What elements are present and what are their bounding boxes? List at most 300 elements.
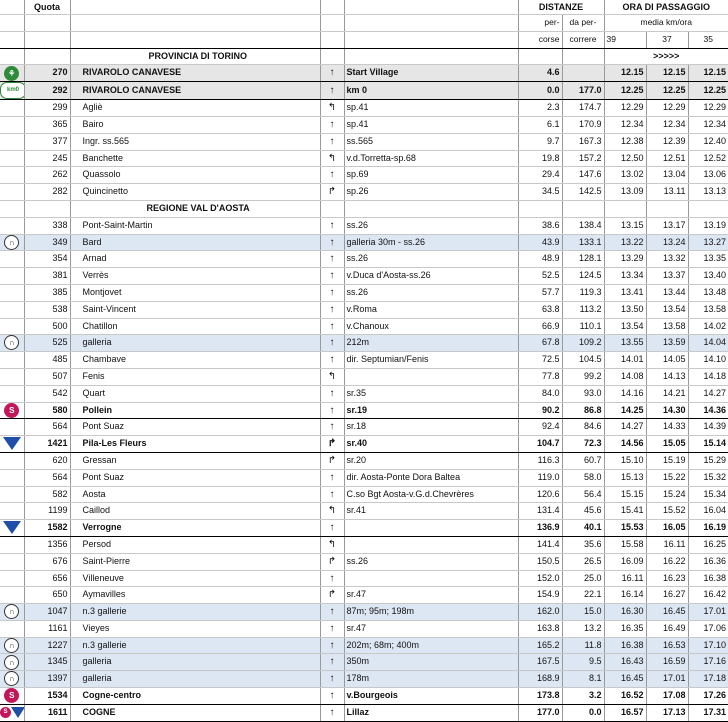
table-row <box>0 553 728 570</box>
time-35: 16.42 <box>688 587 728 604</box>
direction-icon: ↑ <box>320 318 344 335</box>
road-note: v.d.Torretta-sp.68 <box>344 150 518 167</box>
road-note: v.Bourgeois <box>344 688 518 705</box>
time-39: 12.15 <box>604 65 646 82</box>
row-icon-cell <box>0 688 24 705</box>
row-icon-cell <box>0 570 24 587</box>
km-percorsi: 92.4 <box>518 419 562 436</box>
km-da-percorrere: 13.2 <box>562 620 604 637</box>
quota-value: 582 <box>24 486 70 503</box>
direction-icon: ↑ <box>320 217 344 234</box>
time-39: 13.02 <box>604 167 646 184</box>
direction-icon: ↑ <box>320 65 344 82</box>
time-35: 13.19 <box>688 217 728 234</box>
road-note: sp.41 <box>344 100 518 117</box>
time-37: 15.52 <box>646 503 688 520</box>
row-icon-cell <box>0 82 24 100</box>
road-note <box>344 368 518 385</box>
place-name: Aymavilles <box>70 587 320 604</box>
road-note: 350m <box>344 654 518 671</box>
da-percorrere-label-2: correre <box>562 31 604 48</box>
road-note: sr.47 <box>344 587 518 604</box>
time-35: 16.36 <box>688 553 728 570</box>
km-percorsi: 173.8 <box>518 688 562 705</box>
place-name: Chatillon <box>70 318 320 335</box>
row-icon-cell <box>0 620 24 637</box>
place-name: Pollein <box>70 402 320 419</box>
time-37: 12.51 <box>646 150 688 167</box>
km-da-percorrere: 25.0 <box>562 570 604 587</box>
table-row <box>0 100 728 117</box>
road-note: sr.19 <box>344 402 518 419</box>
road-note: ss.26 <box>344 251 518 268</box>
km-percorsi: 72.5 <box>518 352 562 369</box>
road-note: dir. Septumian/Fenis <box>344 352 518 369</box>
quota-value: 620 <box>24 452 70 469</box>
km-percorsi: 63.8 <box>518 301 562 318</box>
road-note: km 0 <box>344 82 518 100</box>
place-name: Fenis <box>70 368 320 385</box>
place-name: Saint-Pierre <box>70 553 320 570</box>
km-da-percorrere: 3.2 <box>562 688 604 705</box>
place-name: Verrogne <box>70 520 320 537</box>
time-37: 13.11 <box>646 184 688 201</box>
table-row <box>0 217 728 234</box>
time-37: 16.11 <box>646 536 688 553</box>
row-icon-cell <box>0 604 24 621</box>
table-row <box>0 368 728 385</box>
direction-icon: ↑ <box>320 133 344 150</box>
km-percorsi: 162.0 <box>518 604 562 621</box>
km-percorsi: 136.9 <box>518 520 562 537</box>
time-35: 16.38 <box>688 570 728 587</box>
direction-icon: ↱ <box>320 436 344 453</box>
sprint-icon: S <box>4 403 19 418</box>
time-35: 14.02 <box>688 318 728 335</box>
road-note: 212m <box>344 335 518 352</box>
time-39: 12.50 <box>604 150 646 167</box>
table-row <box>0 469 728 486</box>
section-row-aosta <box>0 200 728 217</box>
section-title-aosta: REGIONE VAL D'AOSTA <box>70 200 320 217</box>
time-37: 13.37 <box>646 268 688 285</box>
place-name: Montjovet <box>70 284 320 301</box>
quota-value: 580 <box>24 402 70 419</box>
time-37: 13.59 <box>646 335 688 352</box>
road-note: dir. Aosta-Ponte Dora Baltea <box>344 469 518 486</box>
direction-icon: ↑ <box>320 167 344 184</box>
row-icon-cell <box>0 671 24 688</box>
place-name: COGNE <box>70 704 320 721</box>
km-da-percorrere: 124.5 <box>562 268 604 285</box>
table-row <box>0 335 728 352</box>
time-37: 15.24 <box>646 486 688 503</box>
km-percorsi: 84.0 <box>518 385 562 402</box>
quota-value: 1582 <box>24 520 70 537</box>
quota-value: 1199 <box>24 503 70 520</box>
direction-icon: ↑ <box>320 704 344 721</box>
time-35: 13.40 <box>688 268 728 285</box>
time-37: 14.30 <box>646 402 688 419</box>
row-icon-cell <box>0 352 24 369</box>
km-da-percorrere: 133.1 <box>562 234 604 251</box>
km-da-percorrere: 174.7 <box>562 100 604 117</box>
time-37: 12.15 <box>646 65 688 82</box>
tunnel-icon: ∩ <box>4 638 19 653</box>
speed-39-label: 39 <box>604 31 646 48</box>
direction-icon: ↑ <box>320 301 344 318</box>
km-da-percorrere: 170.9 <box>562 116 604 133</box>
road-note: sr.35 <box>344 385 518 402</box>
quota-value: 1611 <box>24 704 70 721</box>
time-39: 13.55 <box>604 335 646 352</box>
table-row <box>0 352 728 369</box>
km-percorsi: 9.7 <box>518 133 562 150</box>
road-note: C.so Bgt Aosta-v.G.d.Chevrères <box>344 486 518 503</box>
km-percorsi: 131.4 <box>518 503 562 520</box>
quota-value: 1345 <box>24 654 70 671</box>
table-row <box>0 587 728 604</box>
km-da-percorrere: 60.7 <box>562 452 604 469</box>
quota-value: 507 <box>24 368 70 385</box>
time-37: 13.24 <box>646 234 688 251</box>
time-35: 14.18 <box>688 368 728 385</box>
km-percorsi: 116.3 <box>518 452 562 469</box>
direction-icon: ↰ <box>320 368 344 385</box>
place-name: n.3 gallerie <box>70 637 320 654</box>
km-percorsi: 57.7 <box>518 284 562 301</box>
quota-value: 282 <box>24 184 70 201</box>
table-row <box>0 452 728 469</box>
table-row <box>0 436 728 453</box>
table-row <box>0 637 728 654</box>
km-percorsi: 4.6 <box>518 65 562 82</box>
time-37: 15.05 <box>646 436 688 453</box>
km-da-percorrere: 177.0 <box>562 82 604 100</box>
direction-icon: ↰ <box>320 503 344 520</box>
quota-value: 542 <box>24 385 70 402</box>
place-name: Villeneuve <box>70 570 320 587</box>
quota-value: 564 <box>24 419 70 436</box>
time-39: 14.25 <box>604 402 646 419</box>
place-name: Quincinetto <box>70 184 320 201</box>
km-da-percorrere: 40.1 <box>562 520 604 537</box>
time-39: 16.45 <box>604 671 646 688</box>
row-icon-cell <box>0 587 24 604</box>
row-icon-cell <box>0 654 24 671</box>
time-39: 15.58 <box>604 536 646 553</box>
time-35: 12.52 <box>688 150 728 167</box>
quota-value: 1047 <box>24 604 70 621</box>
km-da-percorrere: 56.4 <box>562 486 604 503</box>
place-name: Caillod <box>70 503 320 520</box>
direction-icon: ↰ <box>320 536 344 553</box>
km-da-percorrere: 110.1 <box>562 318 604 335</box>
time-39: 15.41 <box>604 503 646 520</box>
road-note: ss.26 <box>344 553 518 570</box>
table-row <box>0 402 728 419</box>
time-35: 13.35 <box>688 251 728 268</box>
road-note: ss.565 <box>344 133 518 150</box>
place-name: n.3 gallerie <box>70 604 320 621</box>
km-da-percorrere: 142.5 <box>562 184 604 201</box>
time-39: 13.15 <box>604 217 646 234</box>
time-35: 17.10 <box>688 637 728 654</box>
time-35: 12.34 <box>688 116 728 133</box>
time-39: 12.38 <box>604 133 646 150</box>
row-icon-cell <box>0 637 24 654</box>
road-note: v.Roma <box>344 301 518 318</box>
quota-value: 1421 <box>24 436 70 453</box>
time-37: 16.53 <box>646 637 688 654</box>
table-row <box>0 268 728 285</box>
km-percorsi: 6.1 <box>518 116 562 133</box>
table-row <box>0 570 728 587</box>
place-name: Gressan <box>70 452 320 469</box>
time-39: 15.53 <box>604 520 646 537</box>
time-35: 14.39 <box>688 419 728 436</box>
row-icon-cell <box>0 402 24 419</box>
row-icon-cell <box>0 116 24 133</box>
row-icon-cell <box>0 150 24 167</box>
finish-climb-icon <box>11 707 24 718</box>
table-row <box>0 184 728 201</box>
table-row <box>0 65 728 82</box>
time-37: 16.59 <box>646 654 688 671</box>
km-percorsi: 34.5 <box>518 184 562 201</box>
quota-value: 262 <box>24 167 70 184</box>
arrows-indicator: >>>>> <box>604 48 728 65</box>
row-icon-cell <box>0 486 24 503</box>
place-name: Ingr. ss.565 <box>70 133 320 150</box>
direction-icon: ↰ <box>320 100 344 117</box>
direction-icon: ↱ <box>320 553 344 570</box>
time-39: 16.14 <box>604 587 646 604</box>
quota-value: 676 <box>24 553 70 570</box>
table-row <box>0 688 728 705</box>
km-percorsi: 19.8 <box>518 150 562 167</box>
km-da-percorrere: 58.0 <box>562 469 604 486</box>
km-percorsi: 177.0 <box>518 704 562 721</box>
time-39: 16.30 <box>604 604 646 621</box>
km-percorsi: 29.4 <box>518 167 562 184</box>
place-name: Vieyes <box>70 620 320 637</box>
start-icon: ⚘ <box>4 66 19 81</box>
time-39: 16.57 <box>604 704 646 721</box>
place-name: Pont-Saint-Martin <box>70 217 320 234</box>
km-da-percorrere: 128.1 <box>562 251 604 268</box>
section-row-torino <box>0 48 728 65</box>
place-name: Arnad <box>70 251 320 268</box>
time-39: 12.34 <box>604 116 646 133</box>
direction-icon: ↑ <box>320 116 344 133</box>
table-row <box>0 671 728 688</box>
direction-icon: ↑ <box>320 419 344 436</box>
time-35: 15.14 <box>688 436 728 453</box>
place-name: Banchette <box>70 150 320 167</box>
place-name: galleria <box>70 671 320 688</box>
km-da-percorrere: 72.3 <box>562 436 604 453</box>
time-37: 16.27 <box>646 587 688 604</box>
road-note: 87m; 95m; 198m <box>344 604 518 621</box>
header-row-1 <box>0 0 728 15</box>
km-percorsi: 163.8 <box>518 620 562 637</box>
table-row <box>0 419 728 436</box>
time-37: 15.22 <box>646 469 688 486</box>
km-percorsi: 152.0 <box>518 570 562 587</box>
direction-icon: ↑ <box>320 402 344 419</box>
quota-value: 270 <box>24 65 70 82</box>
time-37: 15.19 <box>646 452 688 469</box>
time-39: 13.22 <box>604 234 646 251</box>
km-da-percorrere: 113.2 <box>562 301 604 318</box>
time-37: 13.04 <box>646 167 688 184</box>
time-35: 14.27 <box>688 385 728 402</box>
time-39: 13.09 <box>604 184 646 201</box>
time-35: 13.06 <box>688 167 728 184</box>
km-percorsi: 141.4 <box>518 536 562 553</box>
direction-icon: ↑ <box>320 268 344 285</box>
row-icon-cell <box>0 268 24 285</box>
road-note <box>344 536 518 553</box>
table-row <box>0 234 728 251</box>
km-percorsi: 119.0 <box>518 469 562 486</box>
time-37: 16.05 <box>646 520 688 537</box>
direction-icon: ↱ <box>320 452 344 469</box>
direction-icon: ↑ <box>320 620 344 637</box>
time-37: 16.22 <box>646 553 688 570</box>
place-name: Persod <box>70 536 320 553</box>
time-39: 14.01 <box>604 352 646 369</box>
table-row <box>0 251 728 268</box>
road-note: Lillaz <box>344 704 518 721</box>
row-icon-cell <box>0 65 24 82</box>
place-name: RIVAROLO CANAVESE <box>70 65 320 82</box>
km-da-percorrere: 99.2 <box>562 368 604 385</box>
direction-icon: ↑ <box>320 251 344 268</box>
km-da-percorrere: 11.8 <box>562 637 604 654</box>
time-35: 15.34 <box>688 486 728 503</box>
time-35: 16.04 <box>688 503 728 520</box>
road-note <box>344 570 518 587</box>
distanze-header: DISTANZE <box>518 0 604 15</box>
time-35: 13.48 <box>688 284 728 301</box>
km-percorsi: 90.2 <box>518 402 562 419</box>
tunnel-icon: ∩ <box>4 335 19 350</box>
time-37: 14.05 <box>646 352 688 369</box>
time-35: 13.58 <box>688 301 728 318</box>
direction-icon: ↑ <box>320 234 344 251</box>
route-rows <box>0 65 728 721</box>
row-icon-cell <box>0 100 24 117</box>
km-percorsi: 150.5 <box>518 553 562 570</box>
time-35: 17.01 <box>688 604 728 621</box>
place-name: Cogne-centro <box>70 688 320 705</box>
km-percorsi: 2.3 <box>518 100 562 117</box>
time-39: 14.56 <box>604 436 646 453</box>
km-da-percorrere: 147.6 <box>562 167 604 184</box>
time-37: 16.49 <box>646 620 688 637</box>
road-note: 178m <box>344 671 518 688</box>
road-note: sp.41 <box>344 116 518 133</box>
km-da-percorrere: 15.0 <box>562 604 604 621</box>
time-35: 15.29 <box>688 452 728 469</box>
row-icon-cell <box>0 503 24 520</box>
direction-icon: ↑ <box>320 637 344 654</box>
road-note: ss.26 <box>344 284 518 301</box>
time-39: 15.15 <box>604 486 646 503</box>
place-name: galleria <box>70 654 320 671</box>
quota-value: 1397 <box>24 671 70 688</box>
time-39: 15.13 <box>604 469 646 486</box>
table-row <box>0 167 728 184</box>
quota-value: 564 <box>24 469 70 486</box>
time-35: 17.16 <box>688 654 728 671</box>
time-39: 16.52 <box>604 688 646 705</box>
time-35: 17.18 <box>688 671 728 688</box>
time-35: 14.10 <box>688 352 728 369</box>
header-row-3 <box>0 31 728 48</box>
time-37: 17.08 <box>646 688 688 705</box>
time-35: 12.40 <box>688 133 728 150</box>
km-da-percorrere: 167.3 <box>562 133 604 150</box>
km0-icon: km0 <box>0 82 24 99</box>
time-37: 13.58 <box>646 318 688 335</box>
row-icon-cell <box>0 385 24 402</box>
row-icon-cell <box>0 553 24 570</box>
time-39: 13.54 <box>604 318 646 335</box>
km-percorsi: 77.8 <box>518 368 562 385</box>
quota-value: 377 <box>24 133 70 150</box>
km-da-percorrere: 35.6 <box>562 536 604 553</box>
time-39: 14.27 <box>604 419 646 436</box>
quota-value: 349 <box>24 234 70 251</box>
place-name: galleria <box>70 335 320 352</box>
quota-value: 299 <box>24 100 70 117</box>
table-row <box>0 654 728 671</box>
row-icon-cell <box>0 301 24 318</box>
direction-icon: ↑ <box>320 671 344 688</box>
direction-icon: ↱ <box>320 587 344 604</box>
time-39: 13.41 <box>604 284 646 301</box>
time-37: 13.54 <box>646 301 688 318</box>
quota-value: 365 <box>24 116 70 133</box>
quota-value: 525 <box>24 335 70 352</box>
time-35: 17.26 <box>688 688 728 705</box>
direction-icon: ↑ <box>320 469 344 486</box>
direction-icon: ↑ <box>320 604 344 621</box>
table-row <box>0 620 728 637</box>
km-da-percorrere: 119.3 <box>562 284 604 301</box>
place-name: Agliè <box>70 100 320 117</box>
table-row <box>0 150 728 167</box>
row-icon-cell <box>0 133 24 150</box>
road-note: sr.40 <box>344 436 518 453</box>
quota-value: 1356 <box>24 536 70 553</box>
quota-value: 1227 <box>24 637 70 654</box>
row-icon-cell <box>0 335 24 352</box>
road-note: galleria 30m - ss.26 <box>344 234 518 251</box>
time-37: 12.39 <box>646 133 688 150</box>
direction-icon: ↑ <box>320 385 344 402</box>
tunnel-icon: ∩ <box>4 655 19 670</box>
road-note: Start Village <box>344 65 518 82</box>
place-name: Verrès <box>70 268 320 285</box>
row-icon-cell <box>0 536 24 553</box>
time-37: 13.32 <box>646 251 688 268</box>
row-icon-cell <box>0 318 24 335</box>
quota-value: 1161 <box>24 620 70 637</box>
